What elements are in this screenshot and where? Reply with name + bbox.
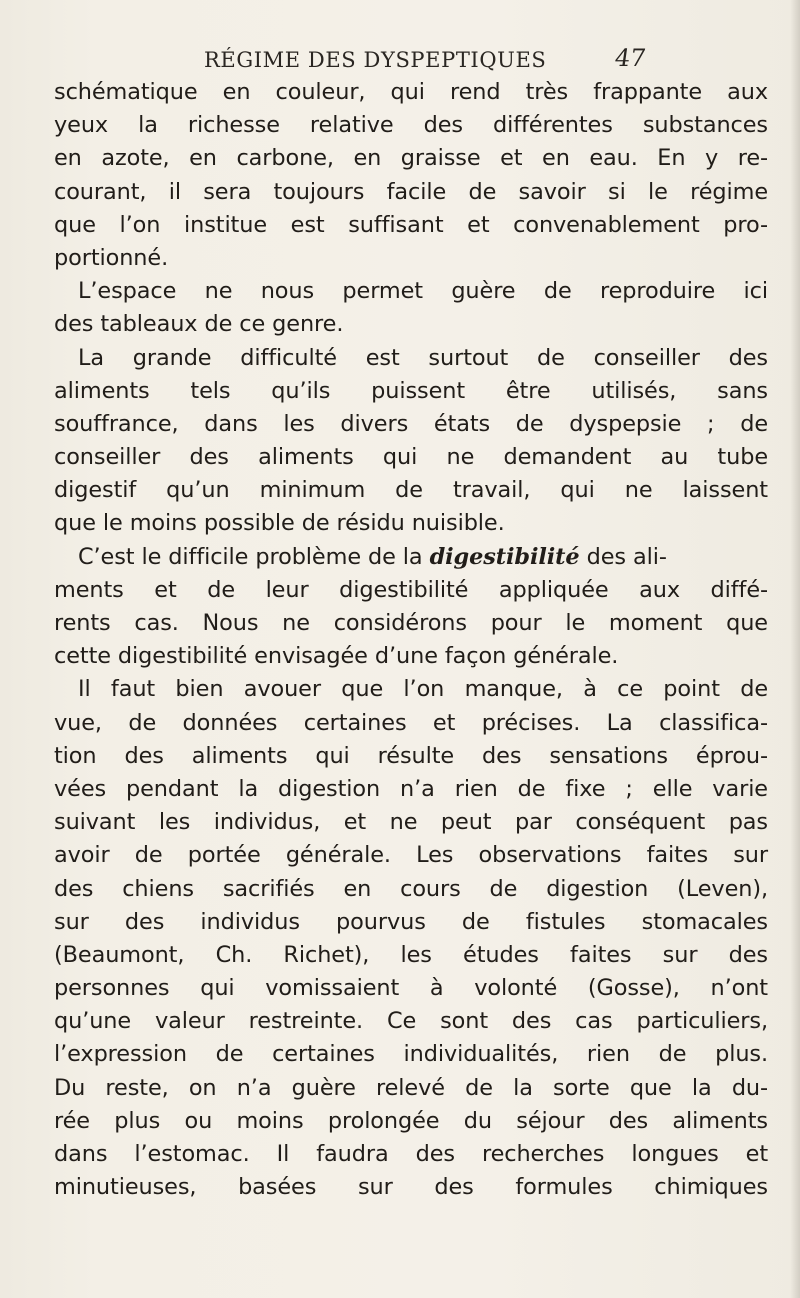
text-line: rée plus ou moins prolongée du séjour des aliments: [54, 1107, 768, 1134]
text-line: conseiller des aliments qui ne demandent au tube: [54, 444, 768, 471]
text-line: vue, de données certaines et précises. La classifica-: [54, 709, 768, 736]
text-line: sur des individus pourvus de fistules stomacales: [54, 908, 768, 935]
text-line: personnes qui vomissaient à volonté (Gosse), n’ont: [54, 975, 768, 1002]
italic-term: digestibilité: [429, 543, 580, 570]
text-line: minutieuses, basées sur des formules chimiques: [54, 1174, 768, 1201]
running-title: RÉGIME DES DYSPEPTIQUES: [204, 48, 547, 72]
text-line: que l’on institue est suffisant et convenablement pro-: [54, 211, 768, 238]
text-line: cette digestibilité envisagée d’une façon générale.: [54, 643, 619, 670]
text-line: La grande difficulté est surtout de conseiller des: [78, 344, 768, 371]
text-line: souffrance, dans les divers états de dyspepsie ; de: [54, 410, 768, 437]
text-line: yeux la richesse relative des différentes substances: [54, 112, 768, 139]
text-line: Du reste, on n’a guère relevé de la sorte que la du-: [54, 1074, 768, 1101]
text-line: dans l’estomac. Il faudra des recherches longues et: [54, 1141, 768, 1167]
text-line: suivant les individus, et ne peut par conséquent pas: [54, 809, 768, 836]
text-line: avoir de portée générale. Les observations faites sur: [54, 842, 768, 869]
text-line: (Beaumont, Ch. Richet), les études faites sur des: [54, 941, 768, 968]
text-line: qu’une valeur restreinte. Ce sont des cas particuliers,: [54, 1008, 768, 1035]
text-line: des chiens sacrifiés en cours de digestion (Leven),: [54, 875, 768, 902]
text-line-start: C’est le difficile problème de la: [78, 543, 430, 570]
text-line: L’espace ne nous permet guère de reproduire ici: [78, 278, 768, 305]
text-line: ments et de leur digestibilité appliquée aux diffé-: [54, 576, 768, 603]
text-line-end: des ali-: [579, 543, 667, 570]
text-line: courant, il sera toujours facile de savoir si le régime: [54, 178, 768, 205]
text-line: tion des aliments qui résulte des sensations éprou-: [54, 742, 768, 769]
text-line: en azote, en carbone, en graisse et en eau. En y re-: [54, 145, 768, 172]
text-line: vées pendant la digestion n’a rien de fixe ; elle varie: [54, 775, 768, 802]
text-line: digestif qu’un minimum de travail, qui ne laissent: [54, 477, 768, 504]
text-line: des tableaux de ce genre.: [54, 311, 344, 338]
text-line: schématique en couleur, qui rend très frappante aux: [54, 79, 768, 105]
body-text: [54, 76, 794, 1204]
text-line: aliments tels qu’ils puissent être utilisés, sans: [54, 377, 768, 404]
text-line: l’expression de certaines individualités, rien de plus.: [54, 1041, 768, 1068]
text-line: Il faut bien avouer que l’on manque, à ce point de: [78, 676, 768, 703]
text-line-with-italic: [78, 541, 794, 574]
text-line: portionné.: [54, 244, 169, 271]
page-header: [0, 44, 800, 80]
page-number: 47: [613, 44, 648, 72]
text-line: rents cas. Nous ne considérons pour le moment que: [54, 610, 768, 636]
text-line: que le moins possible de résidu nuisible.: [54, 510, 505, 537]
